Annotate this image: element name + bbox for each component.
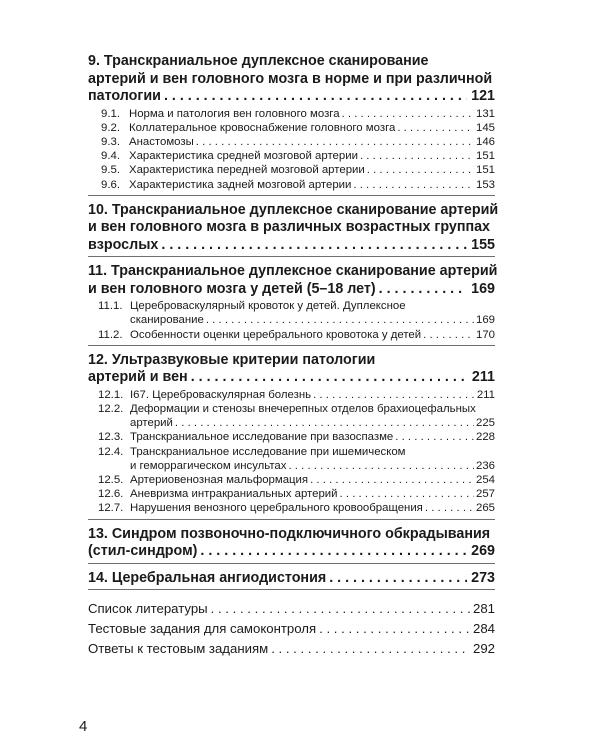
- subsection-entry[interactable]: [88, 178, 495, 192]
- dot-leader: [308, 473, 474, 487]
- subsection-title: Характеристика средней мозговой артерии: [129, 150, 358, 163]
- subsection-number: 9.1.: [101, 107, 120, 120]
- subsection-entry[interactable]: [88, 299, 495, 327]
- entry-title: Ответы к тестовым заданиям: [88, 641, 269, 657]
- chapter-entry[interactable]: [88, 543, 495, 561]
- page-ref: 169: [475, 314, 495, 327]
- subsection-number: 12.5.: [98, 474, 124, 487]
- subsection-entry[interactable]: [88, 149, 495, 163]
- page-ref: 211: [476, 388, 495, 401]
- subsection-entry[interactable]: [88, 107, 495, 121]
- subsection-entry[interactable]: [88, 121, 495, 135]
- page-ref: 151: [475, 164, 495, 177]
- subsection-entry[interactable]: [88, 501, 495, 515]
- chapter-9: [88, 53, 495, 196]
- chapter-title-line: 12. Ультразвуковые критерии патологии: [88, 351, 376, 368]
- chapter-title-line: 9. Транскраниальное дуплексное сканирование: [88, 53, 429, 69]
- subsection-number: 9.5.: [101, 164, 120, 177]
- dot-leader: [326, 570, 467, 588]
- chapter-title-line: патологии: [88, 88, 161, 104]
- subsection-title: Цереброваскулярный кровоток у детей. Дуплексное: [130, 300, 406, 313]
- subsection-entry[interactable]: [88, 402, 495, 430]
- dot-leader: [197, 543, 467, 561]
- dot-leader: [376, 281, 467, 299]
- subsection-list: [88, 107, 495, 193]
- subsection-number: 11.1.: [98, 300, 123, 313]
- subsection-number: 12.3.: [98, 431, 124, 444]
- subsection-title-cont: сканирование: [130, 314, 204, 327]
- chapter-title-line: взрослых: [88, 236, 159, 253]
- page-ref: 169: [471, 280, 495, 297]
- page-ref: 236: [475, 459, 495, 472]
- chapter-entry[interactable]: [88, 88, 495, 106]
- subsection-number: 9.2.: [101, 121, 120, 134]
- page-ref: 170: [475, 328, 495, 341]
- chapter-entry[interactable]: [88, 369, 495, 387]
- dot-leader: [204, 313, 474, 327]
- page-ref: 145: [475, 121, 495, 134]
- chapter-title-line: артерий и вен головного мозга в норме и при различной: [88, 70, 493, 87]
- subsection-entry[interactable]: [88, 388, 495, 402]
- page-ref: 146: [475, 135, 495, 148]
- subsection-entry[interactable]: [88, 328, 495, 342]
- dot-leader: [158, 237, 467, 255]
- dot-leader: [393, 430, 474, 444]
- subsection-number: 12.1.: [98, 388, 124, 401]
- page-ref: 257: [475, 488, 495, 501]
- page-ref: 225: [475, 417, 495, 430]
- back-matter-entry[interactable]: [88, 599, 495, 619]
- page-ref: 121: [471, 88, 495, 104]
- dot-leader: [338, 487, 474, 501]
- dot-leader: [423, 501, 474, 515]
- chapter-14: [88, 570, 495, 591]
- page-ref: 273: [471, 569, 495, 586]
- subsection-title: Особенности оценки церебрального кровотока у детей: [130, 328, 422, 341]
- page-ref: 284: [472, 621, 495, 637]
- dot-leader: [311, 388, 475, 402]
- page-ref: 155: [471, 236, 495, 253]
- chapter-13: [88, 526, 495, 564]
- chapter-title-line: 14. Церебральная ангиодистония: [88, 569, 327, 586]
- dot-leader: [268, 639, 470, 659]
- page-ref: 153: [475, 178, 495, 191]
- subsection-title: Транскраниальное исследование при ишемическом: [130, 445, 406, 458]
- subsection-title: Анастомозы: [129, 135, 194, 148]
- subsection-title: Характеристика передней мозговой артерии: [129, 164, 365, 177]
- dot-leader: [365, 163, 474, 177]
- subsection-entry[interactable]: [88, 163, 495, 177]
- subsection-title: Деформации и стенозы внечерепных отделов брахиоцефальных: [130, 403, 476, 416]
- page-ref: 131: [475, 107, 495, 120]
- dot-leader: [395, 121, 474, 135]
- chapter-title-line: артерий и вен: [88, 369, 188, 386]
- subsection-title: Характеристика задней мозговой артерии: [129, 178, 352, 191]
- page-ref: 254: [475, 474, 495, 487]
- page-ref: 292: [472, 641, 495, 657]
- dot-leader: [286, 459, 474, 473]
- chapter-12: [88, 352, 495, 520]
- back-matter-entry[interactable]: [88, 619, 495, 639]
- dot-leader: [188, 369, 468, 387]
- dot-leader: [358, 149, 474, 163]
- subsection-entry[interactable]: [88, 473, 495, 487]
- chapter-entry[interactable]: [88, 570, 495, 588]
- subsection-list: [88, 299, 495, 343]
- chapter-entry[interactable]: [88, 237, 495, 255]
- subsection-number: 11.2.: [98, 328, 123, 341]
- chapter-entry[interactable]: [88, 281, 495, 299]
- subsection-entry[interactable]: [88, 487, 495, 501]
- table-of-contents: [88, 53, 499, 659]
- chapter-title-line: 10. Транскраниальное дуплексное сканирование артерий: [88, 201, 499, 218]
- chapter-11: [88, 263, 498, 346]
- subsection-title: Нарушения венозного церебрального кровообращения: [130, 502, 423, 515]
- back-matter-list: [88, 599, 495, 659]
- dot-leader: [194, 135, 474, 149]
- subsection-entry[interactable]: [88, 135, 495, 149]
- subsection-title: Коллатеральное кровоснабжение головного мозга: [129, 121, 396, 134]
- subsection-title: Транскраниальное исследование при вазоспазме: [130, 431, 394, 444]
- subsection-entry[interactable]: [88, 445, 495, 473]
- dot-leader: [340, 107, 474, 121]
- dot-leader: [208, 599, 470, 619]
- subsection-number: 12.4.: [98, 445, 124, 458]
- subsection-number: 12.6.: [98, 488, 124, 501]
- page-number: 4: [79, 718, 88, 735]
- entry-title: Список литературы: [88, 601, 208, 617]
- dot-leader: [421, 328, 474, 342]
- subsection-number: 9.3.: [101, 135, 120, 148]
- chapter-title-line: 11. Транскраниальное дуплексное сканирование артерий: [88, 263, 498, 280]
- page-ref: 211: [471, 369, 495, 386]
- page-ref: 269: [471, 543, 495, 560]
- subsection-title: Норма и патология вен головного мозга: [129, 107, 340, 120]
- page-ref: 281: [472, 601, 495, 617]
- dot-leader: [316, 619, 470, 639]
- subsection-number: 9.6.: [101, 178, 120, 191]
- subsection-entry[interactable]: [88, 430, 495, 444]
- subsection-number: 12.2.: [98, 403, 124, 416]
- dot-leader: [173, 416, 474, 430]
- back-matter-entry[interactable]: [88, 639, 495, 659]
- chapter-title-line: 13. Синдром позвоночно-подключичного обкрадывания: [88, 525, 491, 542]
- entry-title: Тестовые задания для самоконтроля: [88, 621, 317, 637]
- chapter-title-line: и вен головного мозга в различных возрастных группах: [88, 219, 490, 236]
- page-ref: 151: [475, 150, 495, 163]
- page-ref: 265: [475, 502, 495, 515]
- chapter-title-line: (стил-синдром): [88, 543, 198, 560]
- page-ref: 228: [475, 431, 495, 444]
- subsection-title-cont: и геморрагическом инсультах: [130, 459, 287, 472]
- dot-leader: [351, 178, 474, 192]
- subsection-number: 9.4.: [101, 150, 120, 163]
- chapter-title-line: и вен головного мозга у детей (5–18 лет): [88, 280, 376, 297]
- subsection-title-cont: артерий: [130, 417, 173, 430]
- subsection-list: [88, 388, 495, 517]
- subsection-title: I67. Цереброваскулярная болезнь: [130, 388, 312, 401]
- subsection-number: 12.7.: [98, 502, 124, 515]
- chapter-10: [88, 201, 499, 258]
- subsection-title: Артериовенозная мальформация: [130, 474, 309, 487]
- dot-leader: [161, 88, 467, 106]
- subsection-title: Аневризма интракраниальных артерий: [130, 488, 338, 501]
